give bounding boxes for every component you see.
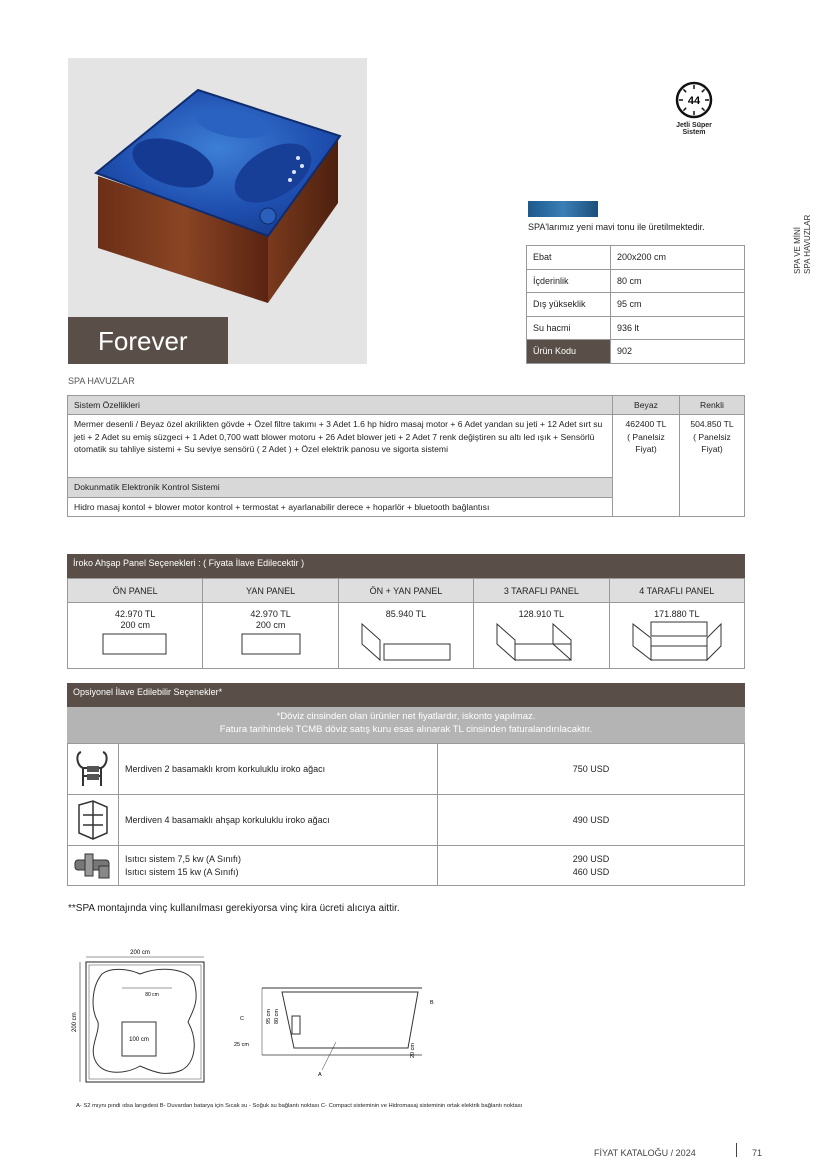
spec-value: 902 <box>611 340 745 364</box>
color-price-note: ( Panelsiz Fiyat) <box>693 431 731 455</box>
panel-cell <box>474 603 609 669</box>
spec-value: 200x200 cm <box>611 246 745 270</box>
four-side-panel-icon <box>629 620 725 664</box>
spec-label: İçderinlik <box>527 269 611 293</box>
option-desc-cell <box>119 846 438 886</box>
option-price: 460 USD <box>572 866 610 877</box>
white-price-cell <box>613 415 680 517</box>
spec-label: Dış yükseklik <box>527 293 611 317</box>
option-icon-cell <box>68 744 119 795</box>
jet-clock-icon <box>674 80 714 120</box>
side-label-line2: SPA HAVUZLAR <box>803 214 812 274</box>
panel-price: 85.940 TL <box>385 609 427 619</box>
side-view-drawing <box>232 980 442 1080</box>
panel-header: YAN PANEL <box>203 579 338 603</box>
panel-cell <box>203 603 338 669</box>
currency-note-line2: Fatura tarihindeki TCMB döviz satış kuru esas alınarak TL cinsinden faturalandırılacaktır. <box>219 723 593 735</box>
spec-value: 80 cm <box>611 269 745 293</box>
spec-value: 95 cm <box>611 293 745 317</box>
option-price: 290 USD <box>572 853 610 864</box>
color-price-cell <box>680 415 745 517</box>
jet-label: Jetli Süper Sistem <box>676 122 712 136</box>
option-price-cell <box>438 846 745 886</box>
col-color-header: Renkli <box>680 396 745 415</box>
option-price: 750 USD <box>438 744 745 795</box>
dim-label: 20 cm <box>410 1043 416 1058</box>
currency-note-line1: *Döviz cinsinden olan ürünler net fiyatlardır, iskonto yapılmaz. <box>276 711 536 722</box>
product-name: Forever <box>68 317 228 364</box>
heater-icon <box>71 850 115 880</box>
front-side-panel-icon <box>358 620 454 664</box>
panel-price: 128.910 TL <box>518 609 565 619</box>
col-white-header: Beyaz <box>613 396 680 415</box>
option-price: 490 USD <box>438 795 745 846</box>
spec-value: 936 lt <box>611 316 745 340</box>
option-desc: Merdiven 2 basamaklı krom korkuluklu iroko ağacı <box>119 744 438 795</box>
jet-count: 44 <box>687 95 701 107</box>
crane-note: **SPA montajında vinç kullanılması gerekiyorsa vinç kira ücreti alıcıya aittir. <box>68 903 400 914</box>
option-desc: Merdiven 4 basamaklı ahşap korkuluklu iroko ağacı <box>119 795 438 846</box>
panel-cell <box>338 603 473 669</box>
panel-size: 200 cm <box>255 620 286 631</box>
spec-row <box>527 340 745 364</box>
option-desc: Isıtıcı sistem 15 kw (A Sınıfı) <box>125 866 239 877</box>
panel-cell <box>68 603 203 669</box>
color-note: SPA'larımız yeni mavi tonu ile üretilmektedir. <box>528 222 705 232</box>
top-view-drawing <box>60 944 220 1094</box>
control-description: Hidro masaj kontol + blower motor kontrol + termostat + ayarlanabilir derece + hoparlör + bluetooth bağlantısı <box>68 497 613 516</box>
panel-options-title: İroko Ahşap Panel Seçenekleri : ( Fiyata İlave Edilecektir ) <box>67 554 745 578</box>
dim-label: 80 cm <box>145 992 159 998</box>
ladder-wood-icon <box>73 797 113 841</box>
panel-header: ÖN + YAN PANEL <box>338 579 473 603</box>
spec-row <box>527 246 745 270</box>
drawing-caption: A- S2 mıynı pındi ıdsa larıgıdesi B- Duvardan batarya için Sıcak su - Soğuk su bağlantı noktası C- Compact sisteminin ve Hidromasaj sisteminin ortak elektrik bağlantı noktası <box>76 1103 523 1109</box>
panel-options-table <box>67 578 745 669</box>
features-table <box>67 395 745 517</box>
spec-table <box>526 245 745 364</box>
jet-badge <box>664 80 724 136</box>
color-swatch <box>528 201 598 217</box>
control-title: Dokunmatik Elektronik Kontrol Sistemi <box>68 478 613 497</box>
height-dim-label: 200 cm <box>72 1012 78 1032</box>
section-title: SPA HAVUZLAR <box>68 376 135 386</box>
panel-header: 4 TARAFLI PANEL <box>609 579 744 603</box>
options-title: Opsiyonel İlave Edilebilir Seçenekler* <box>67 683 745 707</box>
panel-size: 200 cm <box>120 620 150 631</box>
color-price: 504.850 TL <box>690 419 734 430</box>
option-icon-cell <box>68 846 119 886</box>
side-label <box>790 206 820 276</box>
page-number: 71 <box>752 1148 763 1158</box>
white-price: 462400 TL <box>625 419 667 430</box>
dim-label: 80 cm <box>274 1009 280 1024</box>
option-icon-cell <box>68 795 119 846</box>
panel-price: 42.970 TL <box>115 609 156 619</box>
spec-row <box>527 316 745 340</box>
front-panel-icon <box>102 632 168 656</box>
spec-row <box>527 293 745 317</box>
spec-label: Ebat <box>527 246 611 270</box>
option-row <box>68 846 745 886</box>
mark-b: B <box>430 1000 434 1006</box>
spec-row <box>527 269 745 293</box>
footer-divider <box>736 1143 737 1157</box>
dim-label: 100 cm <box>129 1037 149 1043</box>
catalog-footer: FİYAT KATALOĞU / 2024 <box>594 1148 696 1158</box>
col-system-header: Sistem Özellikleri <box>68 396 613 415</box>
system-description: Mermer desenli / Beyaz özel akrilikten gövde + Özel filtre takımı + 3 Adet 1.6 hp hidro masaj motor + 6 Adet yandan su jeti + 12 Adet sırt su jeti + 2 Adet su emiş süzgeci + 1 Adet 0,700 watt blower motoru + 26 Adet blower jeti + 2 Adet 7 renk değiştiren su altı led ışık + Sensörlü otomatik su tahliye sistemi + Su seviye sensörü ( 2 Adet ) + Özel elektrik panosu ve sigorta sistemi <box>68 415 613 478</box>
spec-label: Ürün Kodu <box>527 340 611 364</box>
option-row <box>68 744 745 795</box>
option-desc: Isıtıcı sistem 7,5 kw (A Sınıfı) <box>125 853 242 864</box>
three-side-panel-icon <box>493 620 589 664</box>
panel-price: 171.880 TL <box>654 609 700 619</box>
panel-price: 42.970 TL <box>250 609 291 619</box>
panel-cell <box>609 603 744 669</box>
panel-header: ÖN PANEL <box>68 579 203 603</box>
panel-header: 3 TARAFLI PANEL <box>474 579 609 603</box>
width-dim-label: 200 cm <box>130 950 150 956</box>
currency-note <box>67 707 745 743</box>
dim-label: 25 cm <box>234 1042 249 1048</box>
mark-c: C <box>240 1016 244 1022</box>
option-row <box>68 795 745 846</box>
white-price-note: ( Panelsiz Fiyat) <box>627 431 665 455</box>
options-table <box>67 743 745 886</box>
side-panel-icon <box>238 632 304 656</box>
mark-a: A <box>318 1072 322 1078</box>
spec-label: Su hacmi <box>527 316 611 340</box>
dim-label: 95 cm <box>266 1009 272 1024</box>
ladder-chrome-icon <box>73 746 113 790</box>
side-label-line1: SPA VE MİNİ <box>793 227 802 274</box>
